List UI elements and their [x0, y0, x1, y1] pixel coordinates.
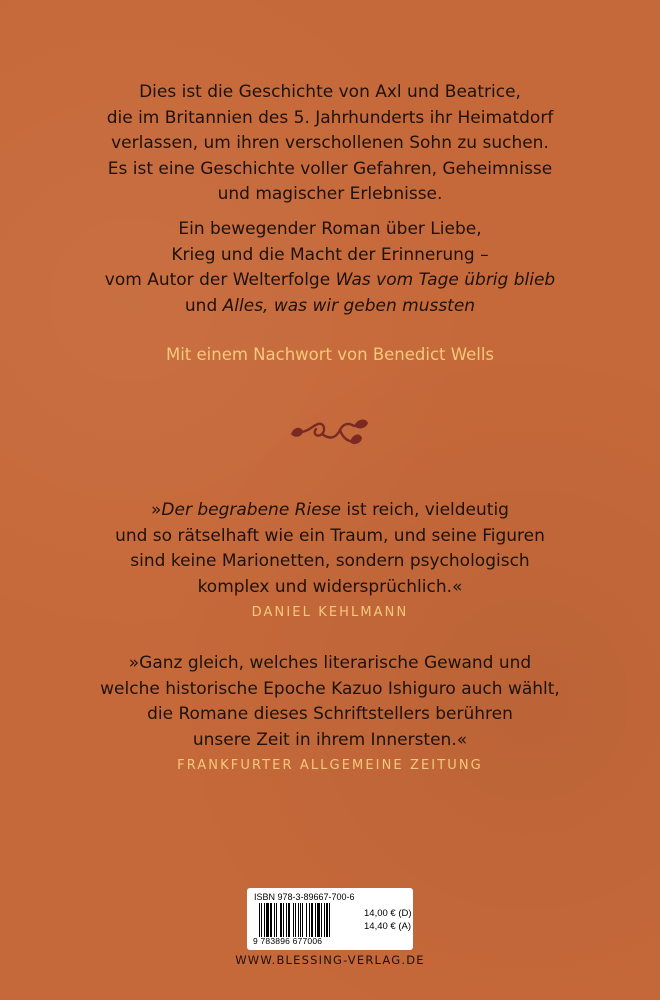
- book-title: Der begrabene Riese: [161, 500, 342, 520]
- quote-attribution: FRANKFURTER ALLGEMEINE ZEITUNG: [177, 758, 483, 773]
- barcode-digits: 9 783896 677006: [253, 936, 323, 946]
- quote-line: unsere Zeit in ihrem Innersten.«: [192, 729, 468, 750]
- barcode-bar: [300, 903, 301, 937]
- isbn-label: ISBN 978-3-89667-700-6: [254, 892, 355, 902]
- isbn-barcode: [247, 888, 413, 950]
- blurb-paragraph-2: [0, 217, 660, 319]
- blurb-line: [0, 268, 660, 294]
- barcode-bar: [324, 903, 325, 937]
- barcode-bar: [293, 903, 294, 937]
- blurb-line: Ein bewegender Roman über Liebe,: [178, 219, 482, 239]
- quote-mark: »: [151, 500, 162, 520]
- quote-line: welche historische Epoche Kazuo Ishiguro auch wählt,: [100, 678, 560, 699]
- blurb-line: und magischer Erlebnisse.: [217, 184, 443, 204]
- barcode-bar: [276, 903, 277, 937]
- blurb-line: Krieg und die Macht der Erinnerung –: [171, 244, 489, 265]
- barcode-bar: [302, 903, 303, 937]
- price-austria: 14,40 € (A): [364, 921, 411, 932]
- quote-line: »Ganz gleich, welches literarische Gewand und: [128, 653, 532, 673]
- nachwort-note: [0, 342, 660, 368]
- barcode-bar: [309, 903, 310, 937]
- blurb-line: Es ist eine Geschichte voller Gefahren, Geheimnisse: [107, 158, 553, 179]
- nachwort-text: Mit einem Nachwort von Benedict Wells: [165, 345, 495, 364]
- quote-attribution: DANIEL KEHLMANN: [251, 605, 409, 620]
- barcode-bar: [270, 903, 272, 937]
- barcode-bar: [317, 903, 320, 937]
- blurb-line: die im Britannien des 5. Jahrhunderts ihr Heimatdorf: [106, 107, 554, 128]
- barcode-bar: [264, 903, 265, 937]
- barcode-bar: [306, 903, 307, 937]
- barcode-bar: [329, 903, 330, 937]
- barcode-bar: [259, 903, 260, 937]
- review-quote-2: [0, 651, 660, 777]
- blurb-line: [0, 294, 660, 320]
- barcode-bar: [326, 903, 328, 937]
- quote-line: sind keine Marionetten, sondern psychologisch: [130, 551, 530, 571]
- barcode-bar: [261, 903, 262, 937]
- barcode-bar: [283, 903, 284, 937]
- blurb-paragraph-1: [0, 80, 660, 208]
- blurb-line: verlassen, um ihren verschollenen Sohn zu suchen.: [111, 133, 549, 153]
- barcode-bar: [274, 903, 275, 937]
- review-quote-1: [0, 498, 660, 624]
- barcode-bar: [286, 903, 287, 937]
- quote-line: komplex und widersprüchlich.«: [197, 576, 463, 597]
- barcode-bar: [298, 903, 299, 937]
- barcode-bar: [311, 903, 313, 937]
- quote-line: die Romane dieses Schriftstellers berühren: [147, 704, 513, 724]
- barcode-bar: [280, 903, 282, 937]
- vine-flourish-icon: [288, 412, 372, 448]
- quote-text: ist reich, vieldeutig: [341, 500, 509, 520]
- barcode-bars: [259, 903, 355, 937]
- book-title: Was vom Tage übrig blieb: [335, 270, 556, 290]
- blurb-line: Dies ist die Geschichte von Axl und Beatrice,: [139, 82, 521, 102]
- blurb-text: vom Autor der Welterfolge: [104, 270, 336, 290]
- book-title: Alles, was wir geben mussten: [222, 295, 476, 316]
- barcode-bar: [315, 903, 316, 937]
- barcode-bar: [288, 903, 290, 937]
- barcode-bar: [266, 903, 269, 937]
- price-germany: 14,00 € (D): [364, 908, 412, 919]
- barcode-bar: [295, 903, 296, 937]
- publisher-url: WWW.BLESSING-VERLAG.DE: [235, 953, 425, 967]
- blurb-text: und: [184, 295, 223, 316]
- barcode-bar: [321, 903, 322, 937]
- quote-line: und so rätselhaft wie ein Traum, und seine Figuren: [115, 525, 545, 546]
- quote-line: [0, 498, 660, 524]
